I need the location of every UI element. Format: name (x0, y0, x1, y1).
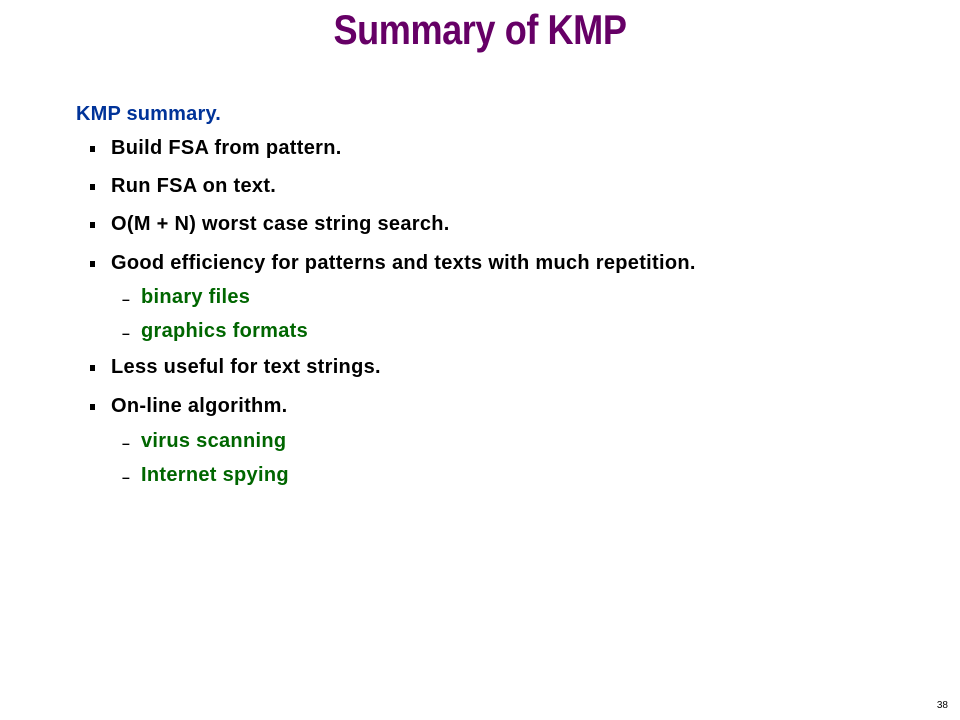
sub-bullet-text: Internet spying (141, 464, 289, 486)
bullet-text: Less useful for text strings. (111, 356, 381, 378)
bullet-item (76, 212, 936, 236)
slide-title: Summary of KMP (333, 6, 627, 53)
bullet-text: Good efficiency for patterns and texts with much repetition. (111, 252, 696, 274)
bullet-text: On-line algorithm. (111, 395, 288, 417)
sub-bullet-text: graphics formats (141, 320, 309, 342)
sub-bullet-item (76, 429, 936, 453)
sub-bullet-item (76, 463, 936, 487)
bullet-item (76, 355, 936, 379)
page-number: 38 (936, 700, 948, 711)
bullet-item (76, 394, 936, 418)
bullet-text: O(M + N) worst case string search. (111, 213, 450, 235)
slide-content (76, 103, 936, 487)
bullet-item (76, 174, 936, 198)
bullet-item (76, 136, 936, 160)
bullet-text: Run FSA on text. (111, 175, 277, 197)
sub-bullet-text: virus scanning (141, 430, 287, 452)
dash-bullet-icon: – (122, 469, 131, 485)
sub-bullet-text: binary files (141, 286, 251, 308)
square-bullet-icon (90, 404, 95, 410)
bullet-item (76, 251, 936, 275)
square-bullet-icon (90, 261, 95, 267)
dash-bullet-icon: – (122, 435, 131, 451)
bullet-text: Build FSA from pattern. (111, 137, 342, 159)
sub-bullet-item (76, 285, 936, 309)
square-bullet-icon (90, 146, 95, 152)
square-bullet-icon (90, 365, 95, 371)
sub-bullet-item (76, 319, 936, 343)
square-bullet-icon (90, 184, 95, 190)
dash-bullet-icon: – (122, 325, 131, 341)
dash-bullet-icon: – (122, 291, 131, 307)
section-heading: KMP summary. (76, 103, 222, 125)
square-bullet-icon (90, 222, 95, 228)
